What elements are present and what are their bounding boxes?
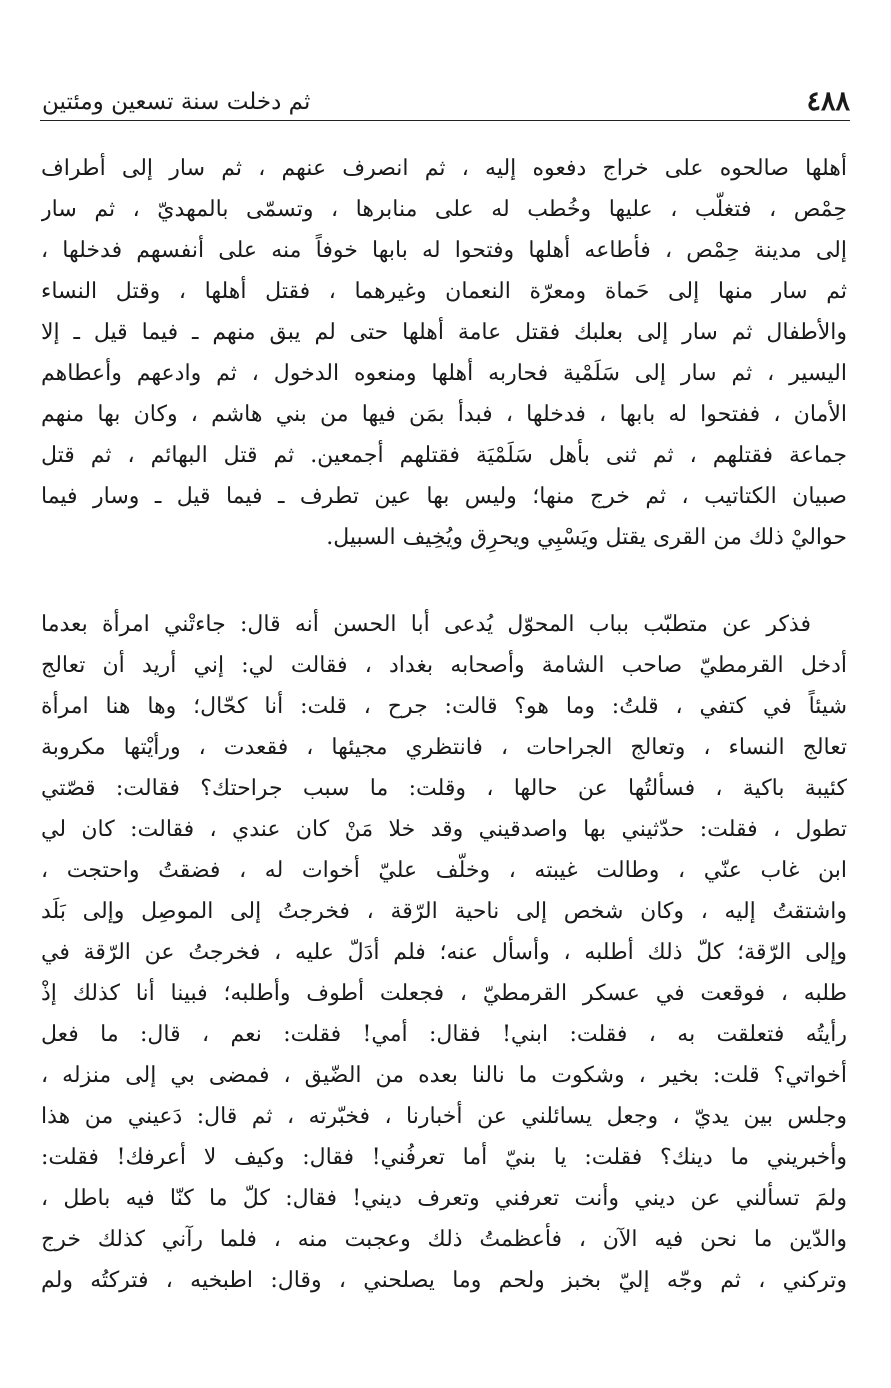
page-number: ٤٨٨	[806, 86, 850, 117]
text-line: طلبه ، فوقعت في عسكر القرمطيّ ، فجعلت أطوف وأطلبه؛ فبينا أنا كذلك إذْ	[41, 981, 847, 1006]
text-line: وجلس بين يديّ ، وجعل يسائلني عن أخبارنا ، فخبّرته ، ثم قال: دَعيني من هذا	[41, 1104, 847, 1129]
text-line: كئيبة باكية ، فسألتُها عن حالها ، وقلت: ما سبب جراحتك؟ فقالت: قصّتي	[41, 776, 847, 801]
text-line: تطول ، فقلت: حدّثيني بها واصدقيني وقد خلا مَنْ كان عندي ، فقالت: كان لي	[41, 817, 847, 842]
text-line: إلى مدينة حِمْص ، فأطاعه أهلها وفتحوا له بابها خوفاً منه على أنفسهم فدخلها ،	[41, 238, 847, 263]
text-line: فذكر عن متطبّب بباب المحوّل يُدعى أبا الحسن أنه قال: جاءتْني امرأة بعدما	[41, 612, 811, 637]
text-line: ولمَ تسألني عن ديني وأنت تعرفني وتعرف ديني! فقال: كلّ ما كنّا فيه باطل ،	[41, 1186, 847, 1211]
text-line: الأمان ، ففتحوا له بابها ، فدخلها ، فبدأ بمَن فيها من بني هاشم ، وكان بها منهم	[41, 402, 847, 427]
text-line: أدخل القرمطيّ صاحب الشامة وأصحابه بغداد ، فقالت لي: إني أريد أن تعالج	[41, 653, 847, 678]
text-line: تعالج النساء ، وتعالج الجراحات ، فانتظري مجيئها ، فقعدت ، ورأيْتها مكروبة	[41, 735, 847, 760]
text-line: شيئاً في كتفي ، قلتُ: وما هو؟ قالت: جرح ، قلت: أنا كحّال؛ وها هنا امرأة	[41, 694, 847, 719]
text-line: وتركني ، ثم وجّه إليّ بخبز ولحم وما يصلحني ، وقال: اطبخيه ، فتركتُه ولم	[41, 1268, 847, 1293]
text-line: أهلها صالحوه على خراج دفعوه إليه ، ثم انصرف عنهم ، ثم سار إلى أطراف	[41, 156, 847, 181]
page-header	[40, 84, 850, 121]
text-line: والدّين ما نحن فيه الآن ، فأعظمتُ ذلك وعجبت منه ، فلما رآني كذلك خرج	[41, 1227, 847, 1252]
text-line: حواليْ ذلك من القرى يقتل ويَسْبِي ويحرِق ويُخِيف السبيل.	[326, 525, 847, 550]
text-line: صبيان الكتاتيب ، ثم خرج منها؛ وليس بها عين تطرف ـ فيما قيل ـ وسار فيما	[41, 484, 847, 509]
text-line: جماعة فقتلهم ، ثم ثنى بأهل سَلَمْيَة فقتلهم أجمعين. ثم قتل البهائم ، ثم قتل	[41, 443, 847, 468]
text-line: رأيتُه فتعلقت به ، فقلت: ابني! فقال: أمي! فقلت: نعم ، قال: ما فعل	[41, 1022, 847, 1047]
text-line: والأطفال ثم سار إلى بعلبك فقتل عامة أهلها حتى لم يبق منهم ـ فيما قيل ـ إلا	[41, 320, 847, 345]
text-line: واشتقتُ إليه ، وكان شخص إلى ناحية الرّقة ، فخرجتُ إلى الموصِل وإلى بَلَد	[41, 899, 847, 924]
text-line: اليسير ، ثم سار إلى سَلَمْية فحاربه أهلها ومنعوه الدخول ، ثم وادعهم وأعطاهم	[41, 361, 847, 386]
text-line: حِمْص ، فتغلّب ، عليها وخُطب له على منابرها ، وتسمّى بالمهديّ ، ثم سار	[41, 197, 847, 222]
running-title: ثم دخلت سنة تسعين ومئتين	[42, 89, 311, 115]
text-line: وأخبريني ما دينك؟ فقلت: يا بنيّ أما تعرفُني! فقال: وكيف لا أعرفك! فقلت:	[41, 1145, 847, 1170]
text-line: ابن غاب عنّي ، وطالت غيبته ، وخلّف عليّ أخوات له ، فضقتُ واحتجت ،	[41, 858, 847, 883]
text-line: وإلى الرّقة؛ كلّ ذلك أطلبه ، وأسأل عنه؛ فلم أدَلّ عليه ، فخرجتُ عن الرّقة في	[41, 940, 847, 965]
text-line: أخواتي؟ قلت: بخير ، وشكوت ما نالنا بعده من الضّيق ، فمضى بي إلى منزله ،	[41, 1063, 847, 1088]
text-line: ثم سار منها إلى حَماة ومعرّة النعمان وغيرهما ، فقتل أهلها ، وقتل النساء	[41, 279, 847, 304]
